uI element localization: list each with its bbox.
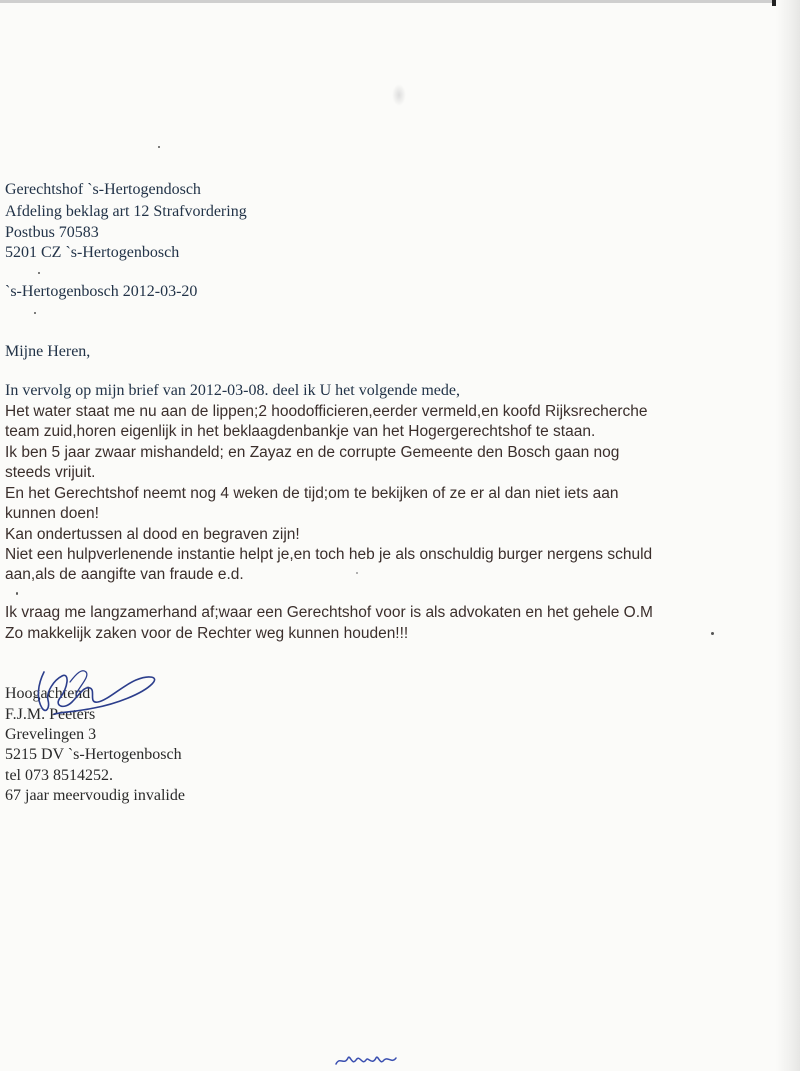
body-line: Ik ben 5 jaar zwaar mishandeld; en Zayaz en de corrupte Gemeente den Bosch gaan nog — [5, 444, 620, 461]
body-line: Ik vraag me langzamerhand af;waar een Gerechtshof voor is als advokaten en het gehele O.M — [5, 604, 653, 621]
scan-speck — [34, 312, 36, 314]
body-line: Kan ondertussen al dood en begraven zijn! — [5, 526, 300, 543]
body-line: Zo makkelijk zaken voor de Rechter weg kunnen houden!!! — [5, 625, 409, 642]
recipient-postbus: Postbus 70583 — [5, 224, 99, 241]
scan-speck — [38, 272, 40, 274]
scan-speck — [711, 632, 714, 635]
salutation: Mijne Heren, — [5, 343, 91, 360]
body-line: kunnen doen! — [5, 505, 99, 522]
scan-speck — [356, 572, 358, 574]
scan-speck — [16, 592, 18, 595]
body-line: In vervolg op mijn brief van 2012-03-08. deel ik U het volgende mede, — [5, 382, 460, 399]
scan-top-edge — [0, 0, 790, 3]
sender-postal-city: 5215 DV `s-Hertogenbosch — [5, 746, 182, 763]
recipient-department: Afdeling beklag art 12 Strafvordering — [5, 203, 247, 220]
sender-note: 67 jaar meervoudig invalide — [5, 787, 185, 804]
sender-phone: tel 073 8514252. — [5, 767, 113, 784]
body-line: steeds vrijuit. — [5, 464, 96, 481]
body-line: Het water staat me nu aan de lippen;2 hoodofficieren,eerder vermeld,en koofd Rijksrecherche — [5, 403, 648, 420]
recipient-postal-city: 5201 CZ `s-Hertogenbosch — [5, 244, 180, 261]
closing: Hoogachtend — [5, 685, 91, 702]
body-line: Niet een hulpverlenende instantie helpt je,en toch heb je als onschuldig burger nergens schuld — [5, 546, 653, 563]
recipient-name: Gerechtshof `s-Hertogendosch — [5, 181, 201, 198]
sender-name: F.J.M. Peeters — [5, 706, 96, 723]
body-line: aan,als de aangifte van fraude e.d. — [5, 566, 244, 583]
scan-right-edge — [776, 0, 800, 1071]
handwritten-signature — [24, 664, 164, 720]
letter-date: `s-Hertogenbosch 2012-03-20 — [5, 283, 198, 300]
ink-scribble — [334, 1052, 398, 1068]
body-line: En het Gerechtshof neemt nog 4 weken de tijd;om te bekijken of ze er al dan niet iets aan — [5, 485, 619, 502]
sender-street: Grevelingen 3 — [5, 726, 97, 743]
scan-speck — [158, 146, 160, 148]
scan-blotch — [392, 84, 406, 106]
body-line: team zuid,horen eigenlijk in het beklaagdenbankje van het Hogergerechtshof te staan. — [5, 423, 596, 440]
